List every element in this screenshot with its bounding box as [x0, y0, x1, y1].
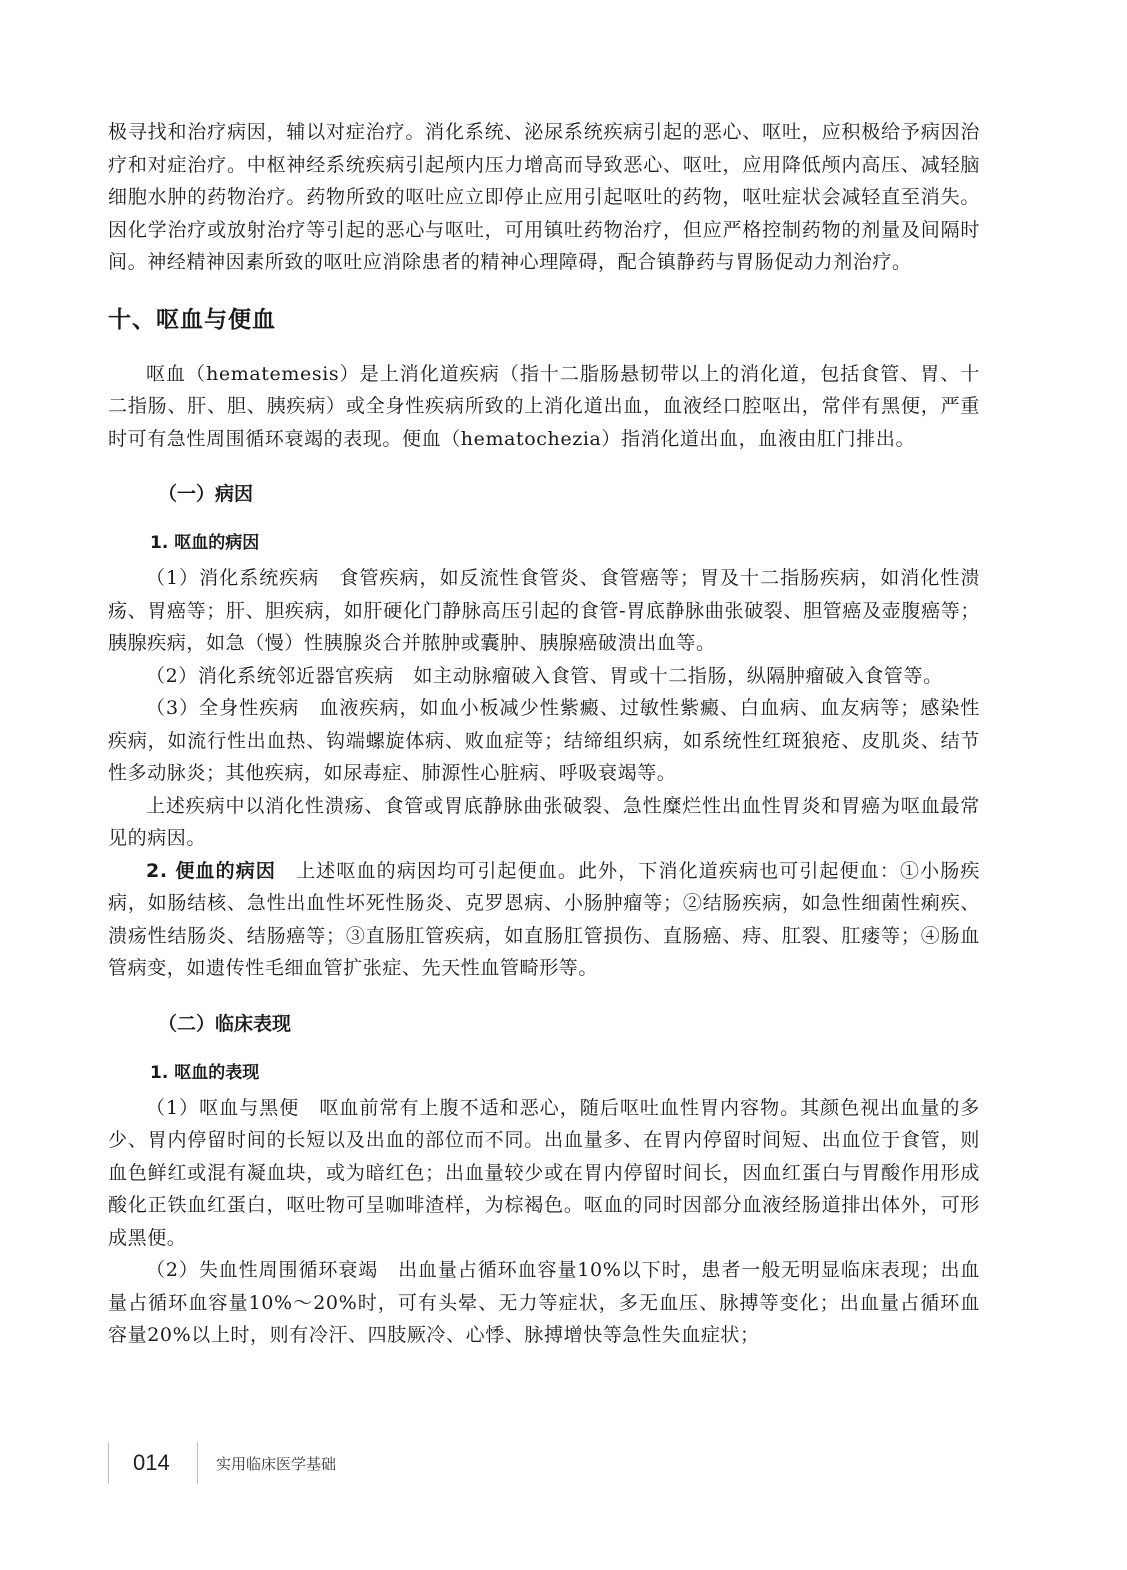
- heading-hematemesis-cause: 1. 呕血的病因: [150, 533, 260, 553]
- subsection-clinical: （二）临床表现: [158, 1012, 292, 1035]
- page-number: 014: [133, 1450, 170, 1475]
- paragraph-treatment: 极寻找和治疗病因，辅以对症治疗。消化系统、泌尿系统疾病引起的恶心、呕吐，应积极给予病因治疗和对症治疗。中枢神经系统疾病引起颅内压力增高而导致恶心、呕吐，应用降低颅内高压、减轻脑细胞水肿的药物治疗。药物所致的呕吐应立即停止应用引起呕吐的药物，呕吐症状会减轻直至消失。因化学治疗或放射治疗等引起的恶心与呕吐，可用镇吐药物治疗，但应严格控制药物的剂量及间隔时间。神经精神因素所致的呕吐应消除患者的精神心理障碍，配合镇静药与胃肠促动力剂治疗。: [108, 121, 980, 273]
- page-footer: [108, 1442, 336, 1484]
- paragraph-common-causes: 上述疾病中以消化性溃疡、食管或胃底静脉曲张破裂、急性糜烂性出血性胃炎和胃癌为呕血最常见的病因。: [108, 794, 980, 849]
- subsection-etiology: （一）病因: [158, 483, 254, 505]
- paragraph-circulatory-failure: （2）失血性周围循环衰竭 出血量占循环血容量10%以下时，患者一般无明显临床表现；出血量占循环血容量10%～20%时，可有头晕、无力等症状，多无血压、脉搏等变化；出血量占循环血容量20%以上时，则有冷汗、四肢厥冷、心悸、脉搏增快等急性失血症状；: [108, 1259, 980, 1346]
- paragraph-definition: 呕血（hematemesis）是上消化道疾病（指十二脂肠悬韧带以上的消化道，包括食管、胃、十二指肠、肝、胆、胰疾病）或全身性疾病所致的上消化道出血，血液经口腔呕出，常伴有黑便，严重时可有急性周围循环衰竭的表现。便血（hematochezia）指消化道出血，血液由肛门排出。: [108, 362, 980, 450]
- page-content: [108, 116, 980, 1352]
- paragraph-adjacent-organ: （2）消化系统邻近器官疾病 如主动脉瘤破入食管、胃或十二指肠，纵隔肿瘤破入食管等。: [146, 664, 943, 687]
- paragraph-digestive-disease: （1）消化系统疾病 食管疾病，如反流性食管炎、食管癌等；胃及十二指肠疾病，如消化性溃疡、胃癌等；肝、胆疾病，如肝硬化门静脉高压引起的食管-胃底静脉曲张破裂、胆管癌及壶腹癌等；胰腺疾病，如急（慢）性胰腺炎合并脓肿或囊肿、胰腺癌破溃出血等。: [108, 567, 980, 654]
- footer-divider: [197, 1442, 198, 1484]
- heading-hematemesis-signs: 1. 呕血的表现: [150, 1062, 260, 1083]
- paragraph-systemic-disease: （3）全身性疾病 血液疾病，如血小板减少性紫癜、过敏性紫癜、白血病、血友病等；感染性疾病，如流行性出血热、钩端螺旋体病、败血症等；结缔组织病，如系统性红斑狼疮、皮肌炎、结节性多动脉炎；其他疾病，如尿毒症、肺源性心脏病、呼吸衰竭等。: [108, 697, 980, 784]
- book-title: 实用临床医学基础: [216, 1454, 337, 1473]
- heading-hematochezia-cause: 2. 便血的病因: [146, 859, 277, 882]
- section-title: 十、呕血与便血: [108, 306, 276, 333]
- hematochezia-cause-text: 上述呕血的病因均可引起便血。此外，下消化道疾病也可引起便血：①小肠疾病，如肠结核、急性出血性坏死性肠炎、克罗恩病、小肠肿瘤等；②结肠疾病，如急性细菌性痢疾、溃疡性结肠炎、结肠癌等；③直肠肛管疾病，如直肠肛管损伤、直肠癌、痔、肛裂、肛瘘等；④肠血管病变，如遗传性毛细血管扩张症、先天性血管畸形等。: [108, 859, 981, 979]
- footer-divider: [108, 1442, 109, 1484]
- paragraph-black-stool: （1）呕血与黑便 呕血前常有上腹不适和恶心，随后呕吐血性胃内容物。其颜色视出血量的多少、胃内停留时间的长短以及出血的部位而不同。出血量多、在胃内停留时间短、出血位于食管，则血色鲜红或混有凝血块，或为暗红色；出血量较少或在胃内停留时间长，因血红蛋白与胃酸作用形成酸化正铁血红蛋白，呕吐物可呈咖啡渣样，为棕褐色。呕血的同时因部分血液经肠道排出体外，可形成黑便。: [108, 1096, 980, 1249]
- paragraph-hematochezia-cause: [108, 855, 980, 985]
